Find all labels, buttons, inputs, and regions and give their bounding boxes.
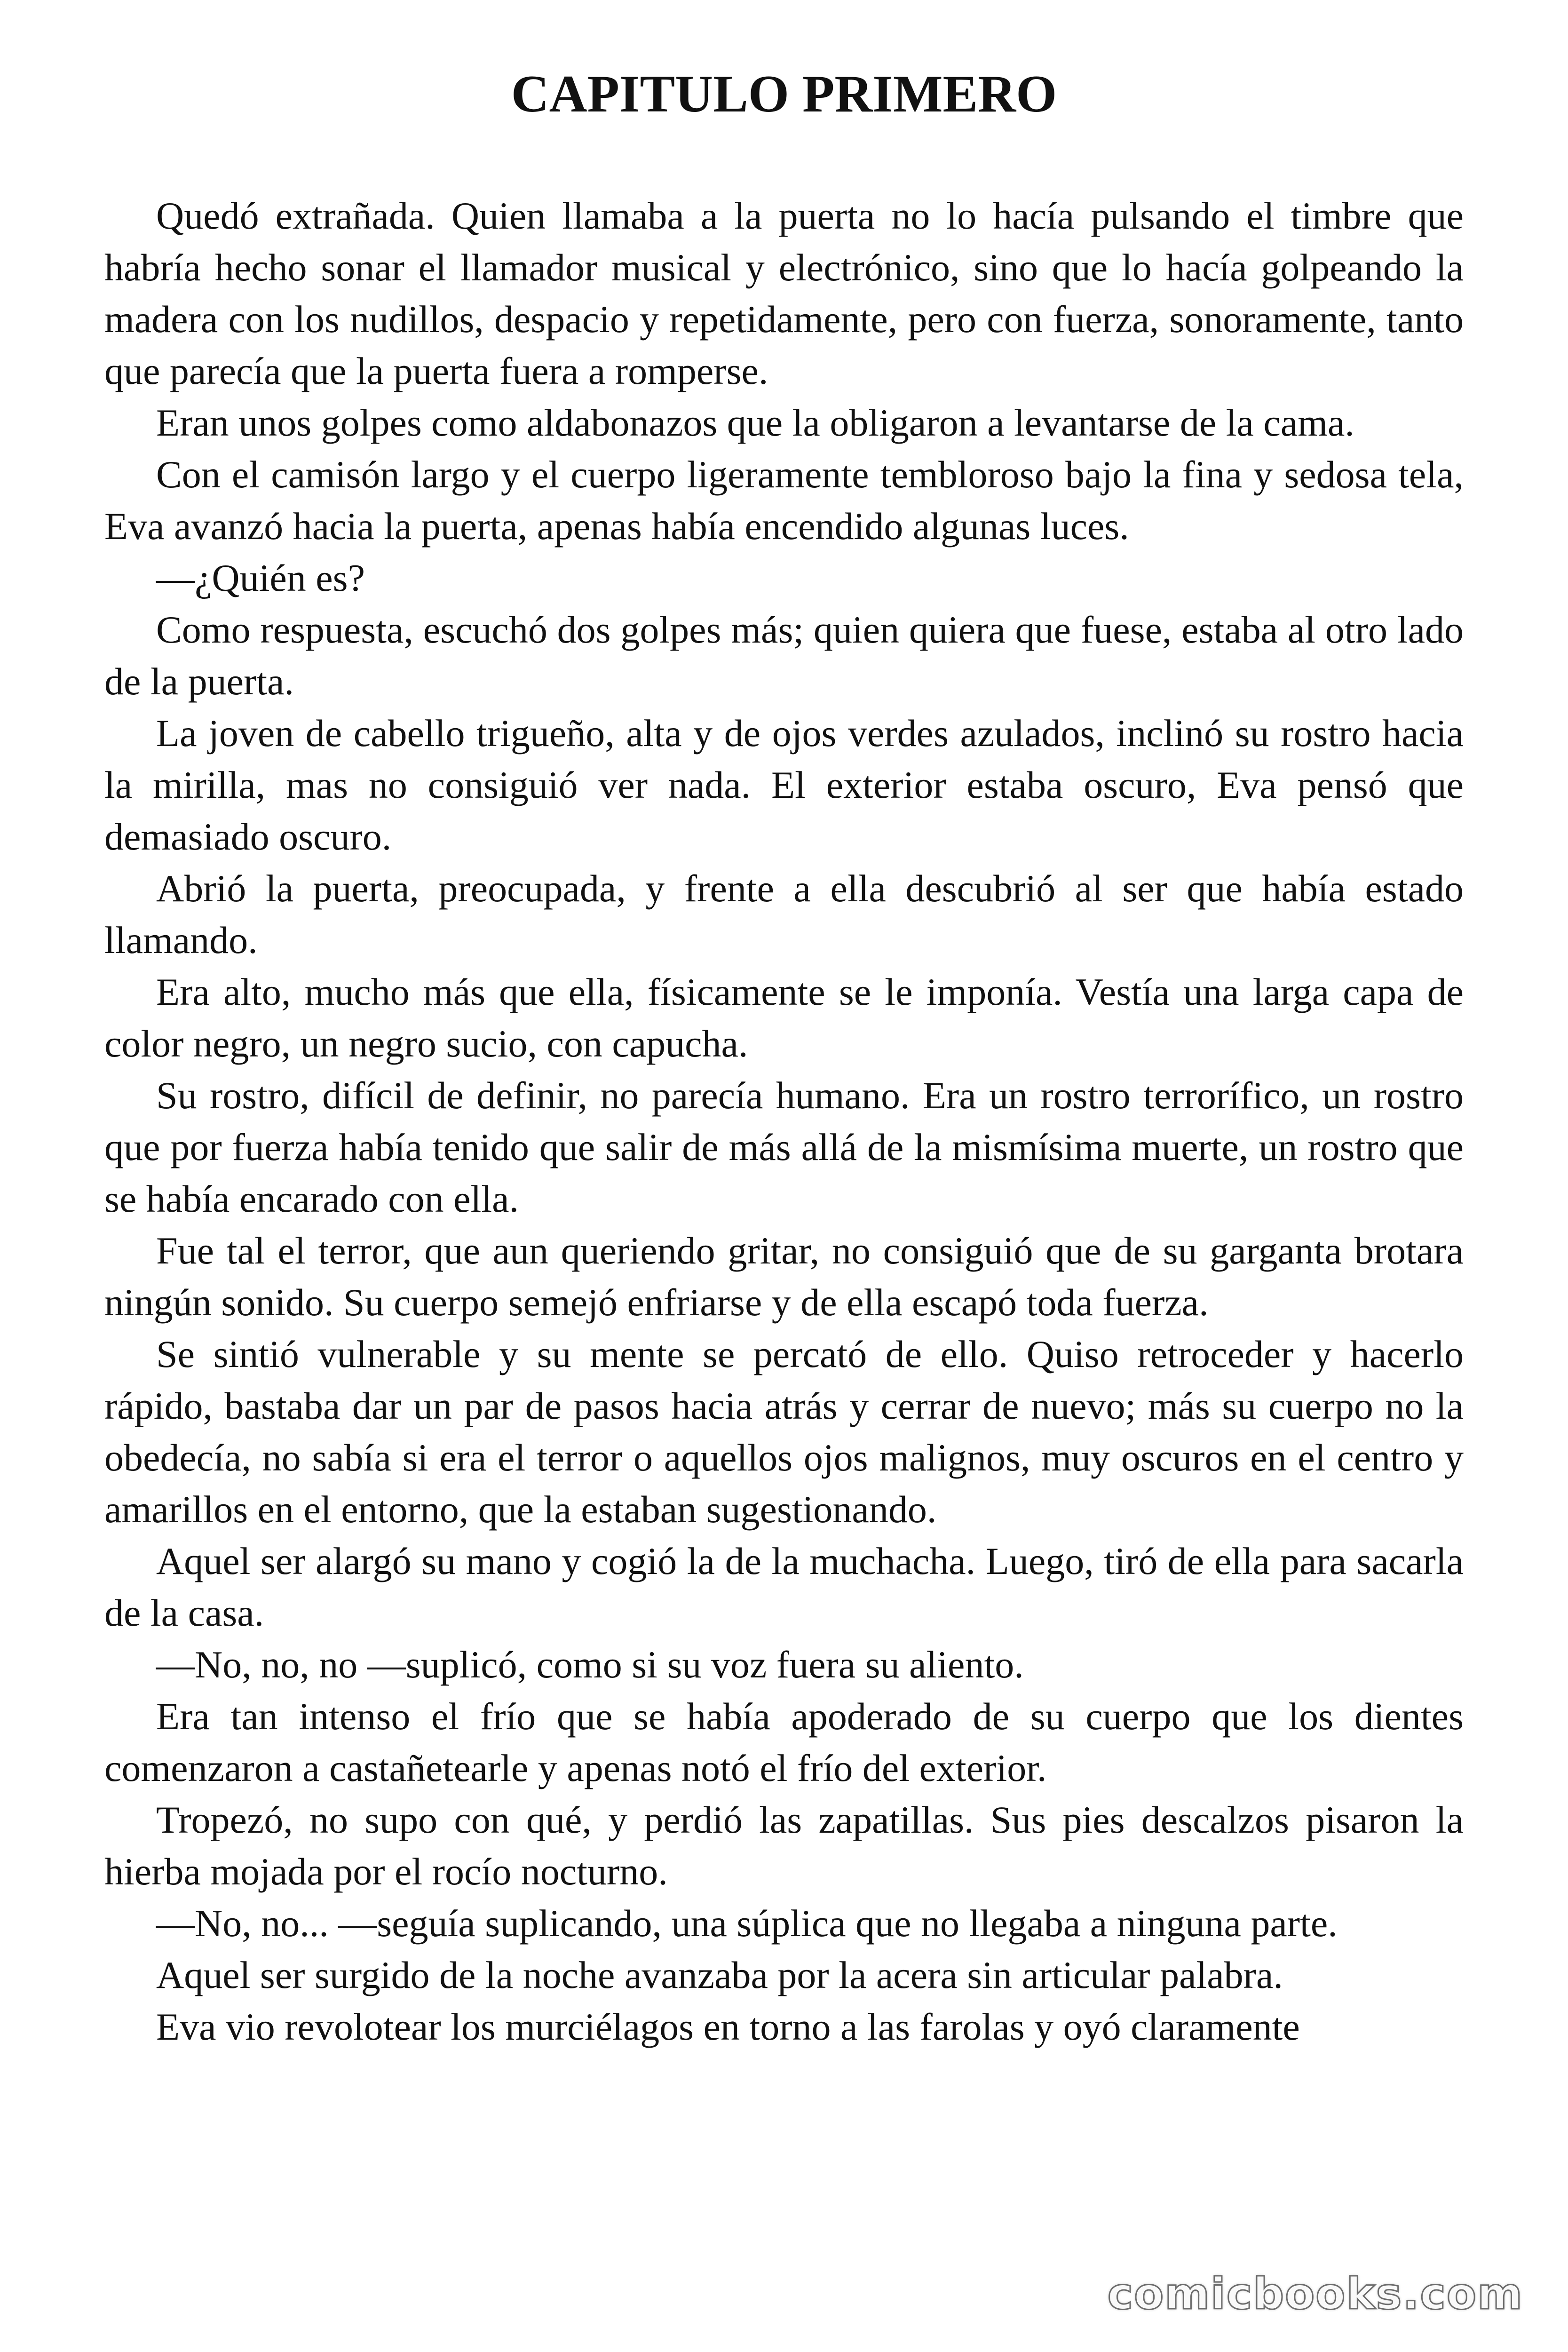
paragraph: —¿Quién es?: [156, 556, 365, 599]
paragraph: Eran unos golpes como aldabonazos que la obligaron a levantarse de la cama.: [156, 401, 1354, 444]
paragraph: Eva vio revolotear los murciélagos en torno a las farolas y oyó claramente: [156, 2005, 1300, 2048]
chapter-title: CAPITULO PRIMERO: [511, 65, 1057, 123]
paragraph: Como respuesta, escuchó dos golpes más; quien quiera que fuese, estaba al otro lado de la puerta.: [104, 608, 1464, 703]
paragraph: Era alto, mucho más que ella, físicamente se le imponía. Vestía una larga capa de color negro, un negro sucio, con capucha.: [104, 970, 1464, 1065]
watermark: comicbooks.com: [1107, 2269, 1523, 2319]
paragraph: Se sintió vulnerable y su mente se percató de ello. Quiso retroceder y hacerlo rápido, bastaba dar un par de pasos hacia atrás y cerrar de nuevo; más su cuerpo no la obedecía, no sabía si era el terror o aquellos ojos malignos, muy oscuros en el centro y amarillos en el entorno, que la estaban sugestionando.: [104, 1333, 1464, 1531]
paragraph: Era tan intenso el frío que se había apoderado de su cuerpo que los dientes comenzaron a castañetearle y apenas notó el frío del exterior.: [104, 1695, 1464, 1789]
chapter-body: [104, 190, 1464, 2053]
paragraph: Tropezó, no supo con qué, y perdió las zapatillas. Sus pies descalzos pisaron la hierba mojada por el rocío nocturno.: [104, 1798, 1464, 1893]
paragraph: —No, no, no —suplicó, como si su voz fuera su aliento.: [156, 1643, 1024, 1686]
paragraph: —No, no... —seguía suplicando, una súplica que no llegaba a ninguna parte.: [156, 1902, 1338, 1945]
paragraph: Quedó extrañada. Quien llamaba a la puerta no lo hacía pulsando el timbre que habría hecho sonar el llamador musical y electrónico, sino que lo hacía golpeando la madera con los nudillos, despacio y repetidamente, pero con fuerza, sonoramente, tanto que parecía que la puerta fuera a romperse.: [104, 194, 1464, 392]
paragraph: Aquel ser alargó su mano y cogió la de la muchacha. Luego, tiró de ella para sacarla de la casa.: [104, 1540, 1464, 1634]
paragraph: Fue tal el terror, que aun queriendo gritar, no consiguió que de su garganta brotara ningún sonido. Su cuerpo semejó enfriarse y de ella escapó toda fuerza.: [104, 1229, 1464, 1324]
paragraph: Con el camisón largo y el cuerpo ligeramente tembloroso bajo la fina y sedosa tela, Eva avanzó hacia la puerta, apenas había encendido algunas luces.: [104, 453, 1464, 548]
paragraph: Abrió la puerta, preocupada, y frente a ella descubrió al ser que había estado llamando.: [104, 867, 1464, 961]
paragraph: Su rostro, difícil de definir, no parecía humano. Era un rostro terrorífico, un rostro que por fuerza había tenido que salir de más allá de la mismísima muerte, un rostro que se había encarado con ella.: [104, 1074, 1464, 1220]
paragraph: Aquel ser surgido de la noche avanzaba por la acera sin articular palabra.: [156, 1954, 1283, 1996]
paragraph: La joven de cabello trigueño, alta y de ojos verdes azulados, inclinó su rostro hacia la mirilla, mas no consiguió ver nada. El exterior estaba oscuro, Eva pensó que demasiado oscuro.: [104, 712, 1464, 858]
